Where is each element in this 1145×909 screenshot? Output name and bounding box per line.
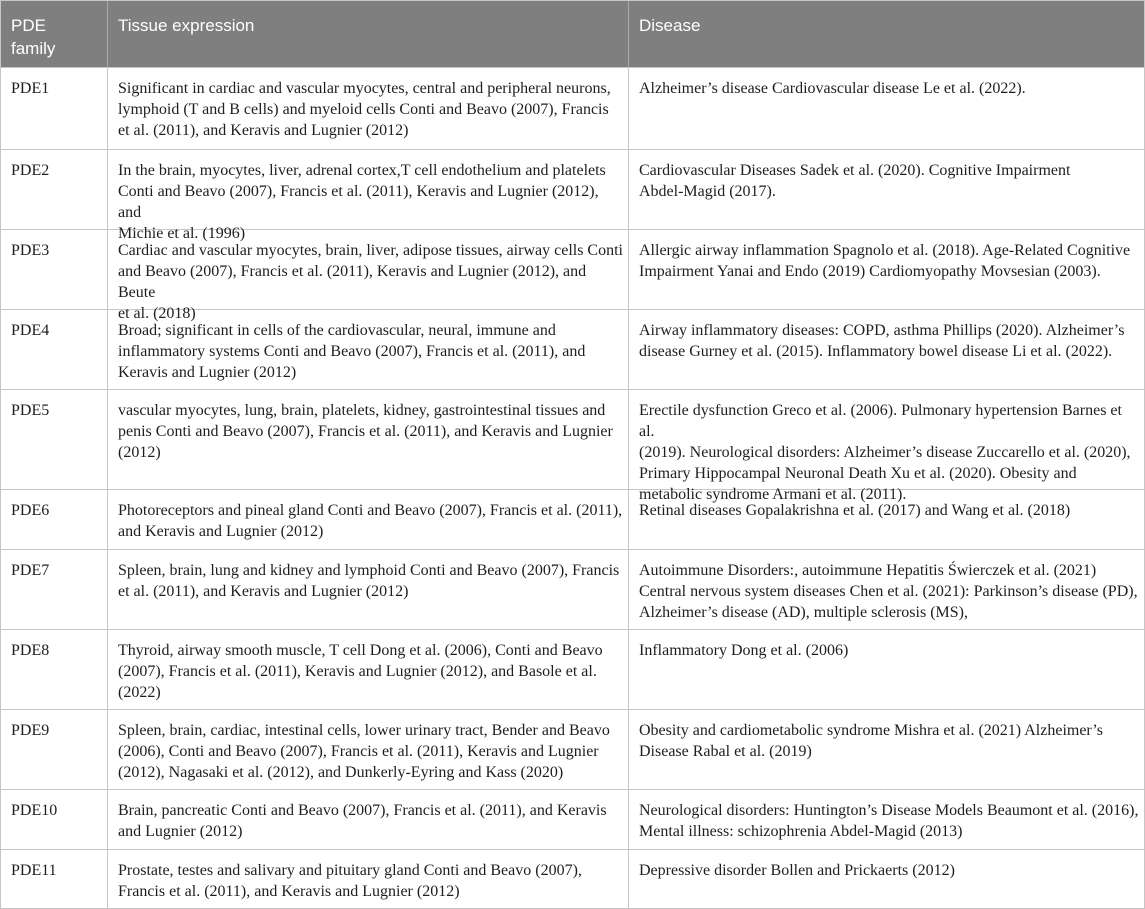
tissue-expression-cell: Spleen, brain, lung and kidney and lymphoid Conti and Beavo (2007), Francis et al. (2011), and Keravis and Lugnier (2012)	[108, 550, 629, 629]
disease-cell: Allergic airway inflammation Spagnolo et al. (2018). Age-Related Cognitive Impairment Yanai and Endo (2019) Cardiomyopathy Movsesian (2003).	[639, 242, 1131, 280]
table-row	[1, 490, 1144, 550]
header-tissue-expression: Tissue expression	[108, 1, 629, 67]
tissue-expression-cell: In the brain, myocytes, liver, adrenal cortex,T cell endothelium and platelets Conti and Beavo (2007), Francis et al. (2011), Keravis and Lugnier (2012), and Michie et al. (1996)	[108, 150, 629, 229]
tissue-expression-cell: Cardiac and vascular myocytes, brain, liver, adipose tissues, airway cells Conti and Beavo (2007), Francis et al. (2011), Keravis and Lugnier (2012), and Beute et al. (2018)	[108, 230, 629, 309]
pde-family-cell: PDE3	[1, 230, 108, 309]
pde-family-cell: PDE7	[1, 550, 108, 629]
tissue-expression-cell: Prostate, testes and salivary and pituitary gland Conti and Beavo (2007), Francis et al. (2011), and Keravis and Lugnier (2012)	[108, 850, 629, 908]
tissue-expression-cell: vascular myocytes, lung, brain, platelets, kidney, gastrointestinal tissues and penis Conti and Beavo (2007), Francis et al. (2011), and Keravis and Lugnier (2012)	[108, 390, 629, 489]
disease-cell: Autoimmune Disorders:, autoimmune Hepatitis Świerczek et al. (2021) Central nervous system diseases Chen et al. (2021): Parkinson’s disease (PD), Alzheimer’s disease (AD), multiple sclerosis (MS),	[639, 562, 1138, 621]
header-pde-family: PDE family	[1, 1, 108, 67]
pde-family-cell: PDE10	[1, 790, 108, 849]
table-row	[1, 790, 1144, 850]
table-header-row	[1, 1, 1144, 68]
table-row	[1, 230, 1144, 322]
pde-family-cell: PDE2	[1, 150, 108, 229]
tissue-expression-cell: Broad; significant in cells of the cardiovascular, neural, immune and inflammatory systems Conti and Beavo (2007), Francis et al. (2011), and Keravis and Lugnier (2012)	[108, 310, 629, 389]
pde-family-cell: PDE1	[1, 68, 108, 149]
disease-cell: Obesity and cardiometabolic syndrome Mishra et al. (2021) Alzheimer’s Disease Rabal et al. (2019)	[639, 722, 1104, 760]
pde-family-cell: PDE8	[1, 630, 108, 709]
table-row	[1, 150, 1144, 242]
disease-cell: Erectile dysfunction Greco et al. (2006). Pulmonary hypertension Barnes et al. (2019). Neurological disorders: Alzheimer’s disease Zuccarello et al. (2020), Primary Hippocampal Neuronal Death Xu et al. (2020). Obesity and metabolic syndrome Armani et al. (2011).	[639, 402, 1131, 503]
pde-family-cell: PDE6	[1, 490, 108, 549]
table-row	[1, 390, 1144, 503]
disease-cell: Neurological disorders: Huntington’s Disease Models Beaumont et al. (2016), Mental illness: schizophrenia Abdel-Magid (2013)	[639, 802, 1139, 840]
pde-family-cell: PDE4	[1, 310, 108, 389]
disease-cell: Cardiovascular Diseases Sadek et al. (2020). Cognitive Impairment Abdel-Magid (2017).	[639, 162, 1071, 200]
header-disease: Disease	[639, 16, 701, 35]
table-row	[1, 68, 1144, 150]
disease-cell: Retinal diseases Gopalakrishna et al. (2017) and Wang et al. (2018)	[639, 502, 1071, 519]
tissue-expression-cell: Photoreceptors and pineal gland Conti and Beavo (2007), Francis et al. (2011), and Keravis and Lugnier (2012)	[108, 490, 629, 549]
pde-family-cell: PDE11	[1, 850, 108, 908]
disease-cell: Inflammatory Dong et al. (2006)	[639, 642, 849, 659]
disease-cell: Alzheimer’s disease Cardiovascular disease Le et al. (2022).	[639, 80, 1026, 97]
disease-cell: Depressive disorder Bollen and Prickaerts (2012)	[639, 862, 955, 879]
table-row	[1, 630, 1144, 710]
disease-cell: Airway inflammatory diseases: COPD, asthma Phillips (2020). Alzheimer’s disease Gurney et al. (2015). Inflammatory bowel disease Li et al. (2022).	[639, 322, 1125, 360]
tissue-expression-cell: Thyroid, airway smooth muscle, T cell Dong et al. (2006), Conti and Beavo (2007), Francis et al. (2011), Keravis and Lugnier (2012), and Basole et al. (2022)	[108, 630, 629, 709]
pde-family-cell: PDE5	[1, 390, 108, 489]
table-row	[1, 710, 1144, 790]
table-row	[1, 550, 1144, 630]
tissue-expression-cell: Brain, pancreatic Conti and Beavo (2007), Francis et al. (2011), and Keravis and Lugnier (2012)	[108, 790, 629, 849]
table-row	[1, 850, 1144, 908]
pde-family-cell: PDE9	[1, 710, 108, 789]
table-row	[1, 310, 1144, 390]
tissue-expression-cell: Significant in cardiac and vascular myocytes, central and peripheral neurons, lymphoid (T and B cells) and myeloid cells Conti and Beavo (2007), Francis et al. (2011), and Keravis and Lugnier (2012)	[108, 68, 629, 149]
tissue-expression-cell: Spleen, brain, cardiac, intestinal cells, lower urinary tract, Bender and Beavo (2006), Conti and Beavo (2007), Francis et al. (2011), Keravis and Lugnier (2012), Nagasaki et al. (2012), and Dunkerly-Eyring and Kass (2020)	[108, 710, 629, 789]
